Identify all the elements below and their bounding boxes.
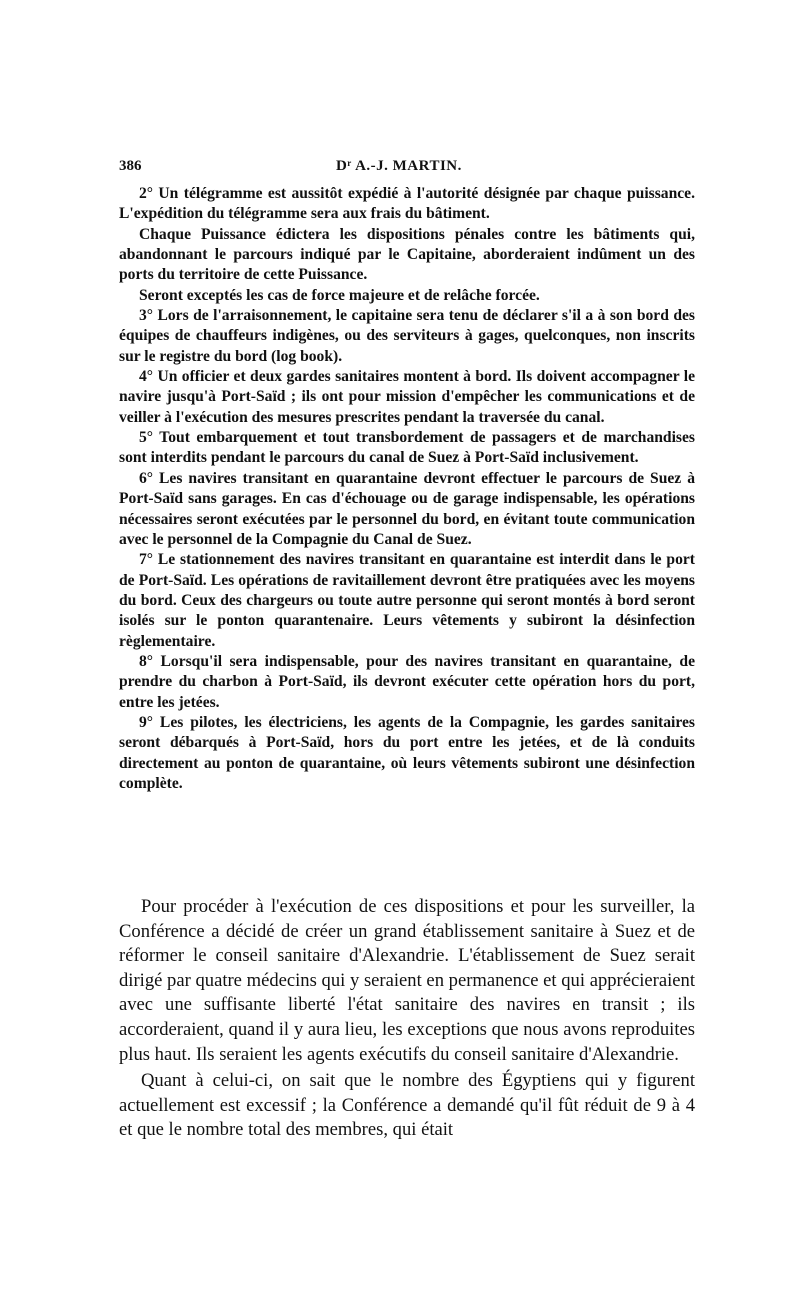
- regulation-item-8: 8° Lorsqu'il sera indispensable, pour des navires transitant en quarantaine, de prendre du charbon à Port-Saïd, ils devront exécuter cette opération hors du port, entre les jetées.: [119, 652, 695, 711]
- regulation-item-2: 2° Un télégramme est aussitôt expédié à l'autorité désignée par chaque puissance. L'expédition du télégramme sera aux frais du bâtiment.: [119, 185, 695, 223]
- regulation-item-3: 3° Lors de l'arraisonnement, le capitaine sera tenu de déclarer s'il a à son bord des équipes de chauffeurs indigènes, ou des serviteurs à gages, quelconques, non inscrits sur le registre du bord (log book).: [119, 307, 695, 365]
- penal-provisions-paragraph: Chaque Puissance édictera les dispositions pénales contre les bâtiments qui, abandonnant le parcours indiqué par le Capitaine, aborderaient indûment un des ports du territoire de cette Puissance.: [119, 225, 695, 284]
- running-title: Dʳ A.-J. MARTIN.: [336, 158, 462, 174]
- regulation-item-7: 7° Le stationnement des navires transitant en quarantaine est interdit dans le port de Port-Saïd. Les opérations de ravitaillement devront être pratiquées avec les moyens du bord. Ceux des chargeurs ou toute autre personne qui seront montés à bord seront isolés sur le ponton quarantenaire. Leurs vêtements y subiront la désinfection règlementaire.: [119, 551, 695, 650]
- regulation-item-5: 5° Tout embarquement et tout transbordement de passagers et de marchandises sont interdits pendant le parcours du canal de Suez à Port-Saïd inclusivement.: [119, 429, 695, 467]
- regulation-item-9: 9° Les pilotes, les électriciens, les agents de la Compagnie, les gardes sanitaires seront débarqués à Port-Saïd, hors du port entre les jetées, et de là conduits directement au ponton de quarantaine, où leurs vêtements subiront une désinfection complète.: [119, 713, 695, 792]
- body-text: [119, 895, 695, 1143]
- exceptions-paragraph: Seront exceptés les cas de force majeure et de relâche forcée.: [139, 286, 540, 304]
- page-header: [119, 158, 695, 180]
- regulation-list: [119, 184, 695, 794]
- body-paragraph-suez: Pour procéder à l'exécution de ces dispositions et pour les surveiller, la Conférence a décidé de créer un grand établissement sanitaire à Suez et de réformer le conseil sanitaire d'Alexandrie. L'établissement de Suez serait dirigé par quatre médecins qui y seraient en permanence et qui apprécieraient avec une suffisante liberté l'état sanitaire des navires en transit ; ils accorderaient, quand il y aura lieu, les exceptions que nous avons reproduites plus haut. Ils seraient les agents exécutifs du conseil sanitaire d'Alexandrie.: [119, 896, 695, 1065]
- regulation-item-6: 6° Les navires transitant en quarantaine devront effectuer le parcours de Suez à Port-Saïd sans garages. En cas d'échouage ou de garage indispensable, les opérations nécessaires seront exécutées par le personnel du bord, en évitant toute communication avec le personnel de la Compagnie du Canal de Suez.: [119, 469, 695, 548]
- page-number: 386: [119, 158, 142, 174]
- regulation-item-4: 4° Un officier et deux gardes sanitaires montent à bord. Ils doivent accompagner le navire jusqu'à Port-Saïd ; ils ont pour mission d'empêcher les communications et de veiller à l'exécution des mesures prescrites pendant la traversée du canal.: [119, 368, 695, 426]
- body-paragraph-alexandria: Quant à celui-ci, on sait que le nombre des Égyptiens qui y figurent actuellement est excessif ; la Conférence a demandé qu'il fût réduit de 9 à 4 et que le nombre total des membres, qui était: [119, 1070, 695, 1141]
